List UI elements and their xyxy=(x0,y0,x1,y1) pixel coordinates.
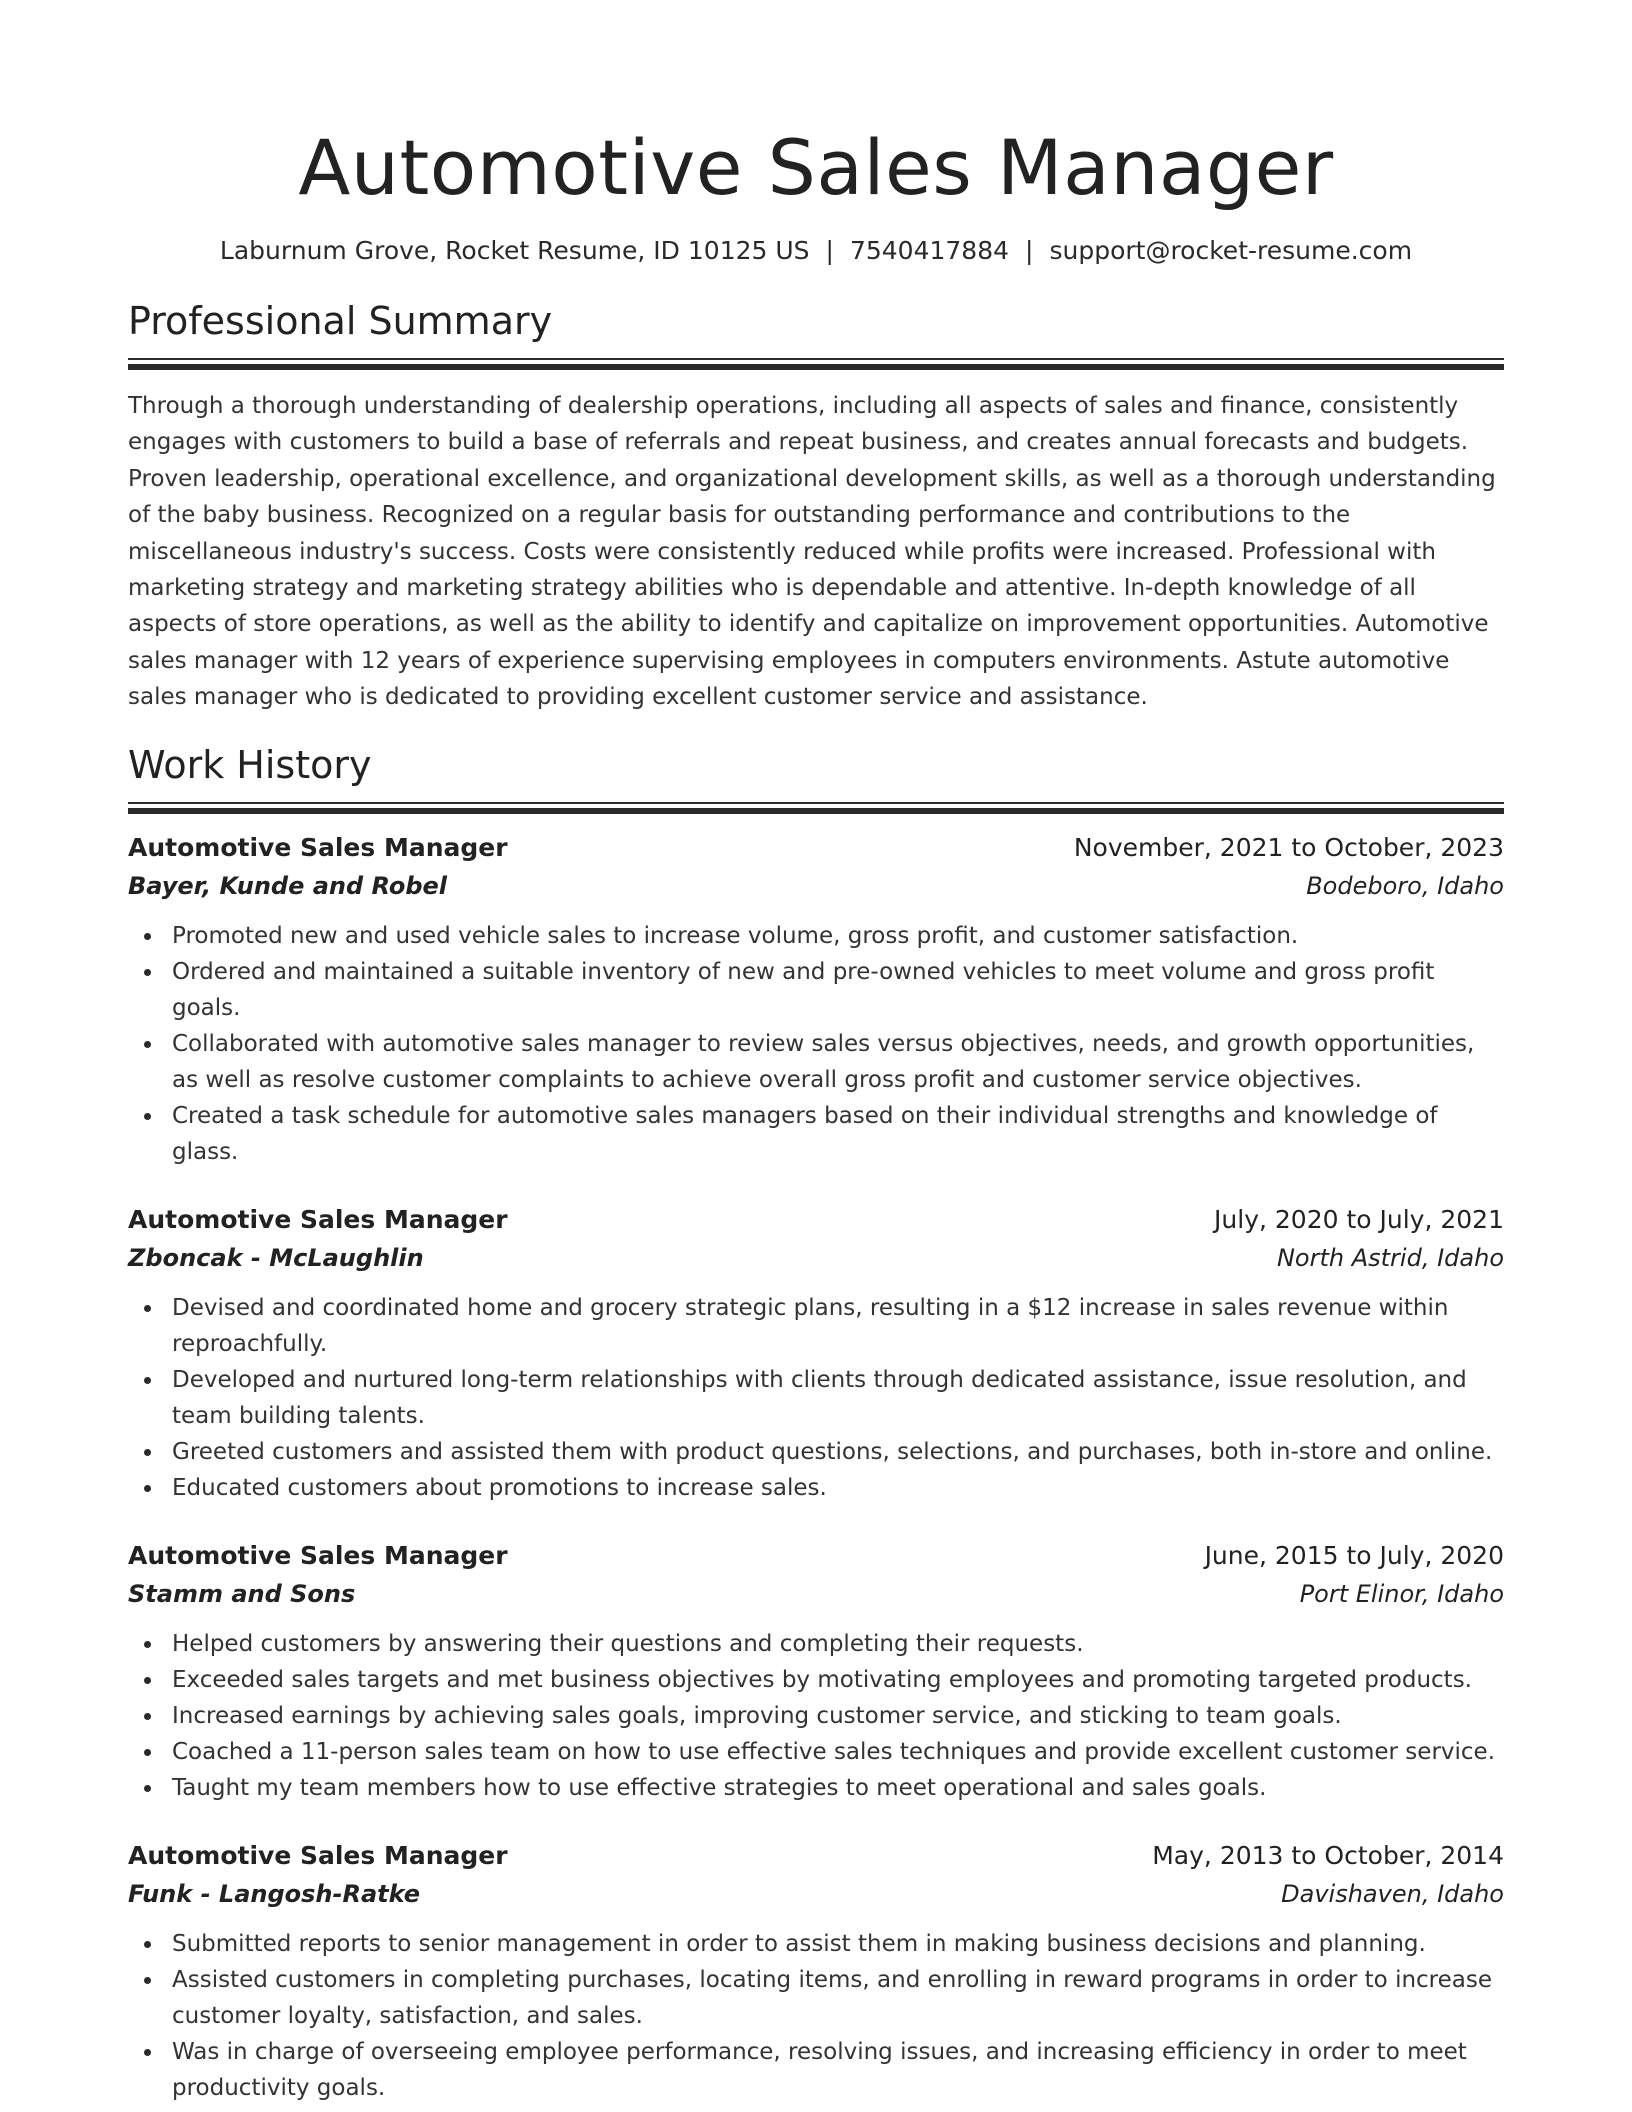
contact-line xyxy=(128,234,1504,268)
section-rule-thick xyxy=(128,364,1504,370)
job-bullet: Helped customers by answering their questions and completing their requests. xyxy=(172,1626,1504,1662)
job-bullet: Assisted customers in completing purchases, locating items, and enrolling in reward programs in order to increase customer loyalty, satisfaction, and sales. xyxy=(172,1962,1504,2034)
job-company: Stamm and Sons xyxy=(128,1579,356,1608)
job-subheader xyxy=(128,1875,1504,1914)
summary-section xyxy=(128,296,1504,716)
section-rule-thick xyxy=(128,808,1504,814)
job-bullet: Devised and coordinated home and grocery strategic plans, resulting in a $12 increase in sales revenue within reproachfully. xyxy=(172,1290,1504,1362)
job-dates: November, 2021 to October, 2023 xyxy=(1073,832,1504,862)
summary-heading: Professional Summary xyxy=(128,299,553,343)
contact-email: support@rocket-resume.com xyxy=(1049,236,1413,265)
job-bullets xyxy=(128,918,1504,1170)
job-title: Automotive Sales Manager xyxy=(128,1540,508,1570)
job-entry xyxy=(128,1536,1504,1806)
work-history-section xyxy=(128,740,1504,2106)
summary-text: Through a thorough understanding of dealership operations, including all aspects of sales and finance, consistently engages with customers to build a base of referrals and repeat business, and creates annual forecasts and budgets. Proven leadership, operational excellence, and organizational development skills, as well as a thorough understanding of the baby business. Recognized on a regular basis for outstanding performance and contributions to the miscellaneous industry's success. Costs were consistently reduced while profits were increased. Professional with marketing strategy and marketing strategy abilities who is dependable and attentive. In-depth knowledge of all aspects of store operations, as well as the ability to identify and capitalize on improvement opportunities. Automotive sales manager with 12 years of experience supervising employees in computers environments. Astute automotive sales manager who is dedicated to providing excellent customer service and assistance. xyxy=(128,393,1496,711)
job-header xyxy=(128,1836,1504,1875)
job-subheader xyxy=(128,867,1504,906)
job-bullet: Was in charge of overseeing employee performance, resolving issues, and increasing efficiency in order to meet productivity goals. xyxy=(172,2034,1504,2106)
job-dates: May, 2013 to October, 2014 xyxy=(1152,1840,1504,1870)
resume-page xyxy=(128,118,1504,2106)
job-bullet: Exceeded sales targets and met business objectives by motivating employees and promoting targeted products. xyxy=(172,1662,1504,1698)
job-location: North Astrid, Idaho xyxy=(1276,1243,1504,1272)
job-bullet: Promoted new and used vehicle sales to increase volume, gross profit, and customer satisfaction. xyxy=(172,918,1504,954)
job-title: Automotive Sales Manager xyxy=(128,1204,508,1234)
job-bullet: Increased earnings by achieving sales goals, improving customer service, and sticking to team goals. xyxy=(172,1698,1504,1734)
job-bullets xyxy=(128,1290,1504,1506)
contact-address: Laburnum Grove, Rocket Resume, ID 10125 US xyxy=(219,236,810,265)
job-entry xyxy=(128,1836,1504,2106)
job-bullet: Coached a 11-person sales team on how to use effective sales techniques and provide excellent customer service. xyxy=(172,1734,1504,1770)
job-header xyxy=(128,828,1504,867)
job-dates: June, 2015 to July, 2020 xyxy=(1204,1540,1504,1570)
job-location: Bodeboro, Idaho xyxy=(1306,871,1504,900)
job-subheader xyxy=(128,1239,1504,1278)
job-company: Zboncak - McLaughlin xyxy=(128,1243,424,1272)
job-company: Bayer, Kunde and Robel xyxy=(128,871,447,900)
job-bullets xyxy=(128,1926,1504,2106)
contact-phone: 7540417884 xyxy=(849,236,1010,265)
work-history-heading: Work History xyxy=(128,742,372,787)
job-location: Davishaven, Idaho xyxy=(1281,1879,1504,1908)
resume-name: Automotive Sales Manager xyxy=(298,123,1334,212)
job-subheader xyxy=(128,1575,1504,1614)
section-rule-thin xyxy=(128,358,1504,360)
job-bullet: Developed and nurtured long-term relationships with clients through dedicated assistance, issue resolution, and team building talents. xyxy=(172,1362,1504,1434)
job-title: Automotive Sales Manager xyxy=(128,832,508,862)
job-company: Funk - Langosh-Ratke xyxy=(128,1879,421,1908)
job-bullet: Created a task schedule for automotive sales managers based on their individual strengths and knowledge of glass. xyxy=(172,1098,1504,1170)
section-rule-thin xyxy=(128,802,1504,804)
job-entry xyxy=(128,828,1504,1170)
job-bullets xyxy=(128,1626,1504,1806)
job-bullet: Submitted reports to senior management in order to assist them in making business decisions and planning. xyxy=(172,1926,1504,1962)
contact-separator: | xyxy=(1025,236,1034,265)
contact-separator: | xyxy=(825,236,834,265)
job-header xyxy=(128,1200,1504,1239)
job-bullet: Ordered and maintained a suitable inventory of new and pre-owned vehicles to meet volume and gross profit goals. xyxy=(172,954,1504,1026)
job-bullet: Taught my team members how to use effective strategies to meet operational and sales goals. xyxy=(172,1770,1504,1806)
job-entry xyxy=(128,1200,1504,1506)
job-title: Automotive Sales Manager xyxy=(128,1840,508,1870)
job-header xyxy=(128,1536,1504,1575)
job-bullet: Collaborated with automotive sales manager to review sales versus objectives, needs, and growth opportunities, as well as resolve customer complaints to achieve overall gross profit and customer service objectives. xyxy=(172,1026,1504,1098)
job-bullet: Educated customers about promotions to increase sales. xyxy=(172,1470,1504,1506)
job-dates: July, 2020 to July, 2021 xyxy=(1214,1204,1504,1234)
job-location: Port Elinor, Idaho xyxy=(1299,1579,1504,1608)
job-bullet: Greeted customers and assisted them with product questions, selections, and purchases, both in-store and online. xyxy=(172,1434,1504,1470)
